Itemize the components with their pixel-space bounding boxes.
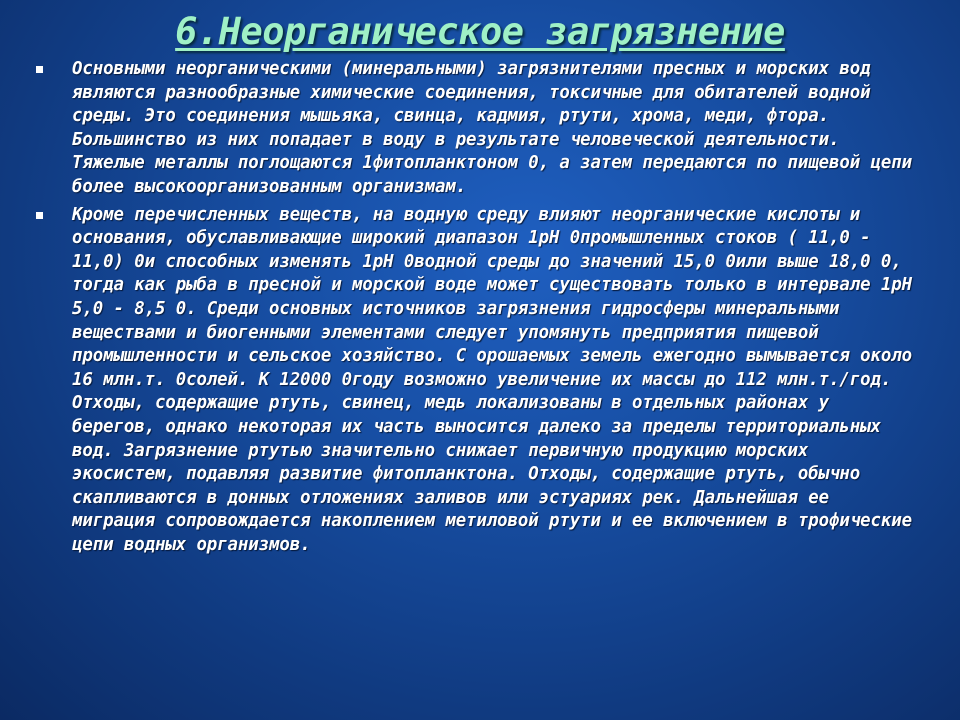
bullet-list xyxy=(28,58,920,561)
slide-title: 6.Неорганическое загрязнение xyxy=(175,10,785,53)
square-bullet-icon xyxy=(36,212,43,219)
bullet-item xyxy=(28,58,920,200)
bullet-text: Кроме перечисленных веществ, на водную среду влияют неорганические кислоты и основания, обуславливающие широкий диапазон 1pH 0промышленных стоков ( 11,0 - 11,0) 0и способных изменять 1pH 0водной среды до значений 15,0 0или выше 18,0 0, тогда как рыба в пресной и морской воде может существовать только в интервале 1pH 5,0 - 8,5 0. Среди основных источников загрязнения гидросферы минеральными веществами и биогенными элементами следует упомянуть предприятия пищевой промышленности и сельское хозяйство. С орошаемых земель ежегодно вымывается около 16 млн.т. 0солей. К 12000 0году возможно увеличение их массы до 112 млн.т./год. Отходы, содержащие ртуть, свинец, медь локализованы в отдельных районах у берегов, однако некоторая их часть выносится далеко за пределы территориальных вод. Загрязнение ртутью значительно снижает первичную продукцию морских экосистем, подавляя развитие фитопланктона. Отходы, содержащие ртуть, обычно скапливаются в донных отложениях заливов или эстуариях рек. Дальнейшая ее миграция сопровождается накоплением метиловой ртути и ее включением в трофические цепи водных организмов. xyxy=(72,204,912,555)
bullet-text: Основными неорганическими (минеральными) загрязнителями пресных и морских вод являются разнообразные химические соединения, токсичные для обитателей водной среды. Это соединения мышьяка, свинца, кадмия, ртути, хрома, меди, фтора. Большинство из них попадает в воду в результате человеческой деятельности. Тяжелые металлы поглощаются 1фитопланктоном 0, а затем передаются по пищевой цепи более высокоорганизованным организмам. xyxy=(72,59,912,197)
square-bullet-icon xyxy=(36,66,43,73)
bullet-item xyxy=(28,204,920,558)
